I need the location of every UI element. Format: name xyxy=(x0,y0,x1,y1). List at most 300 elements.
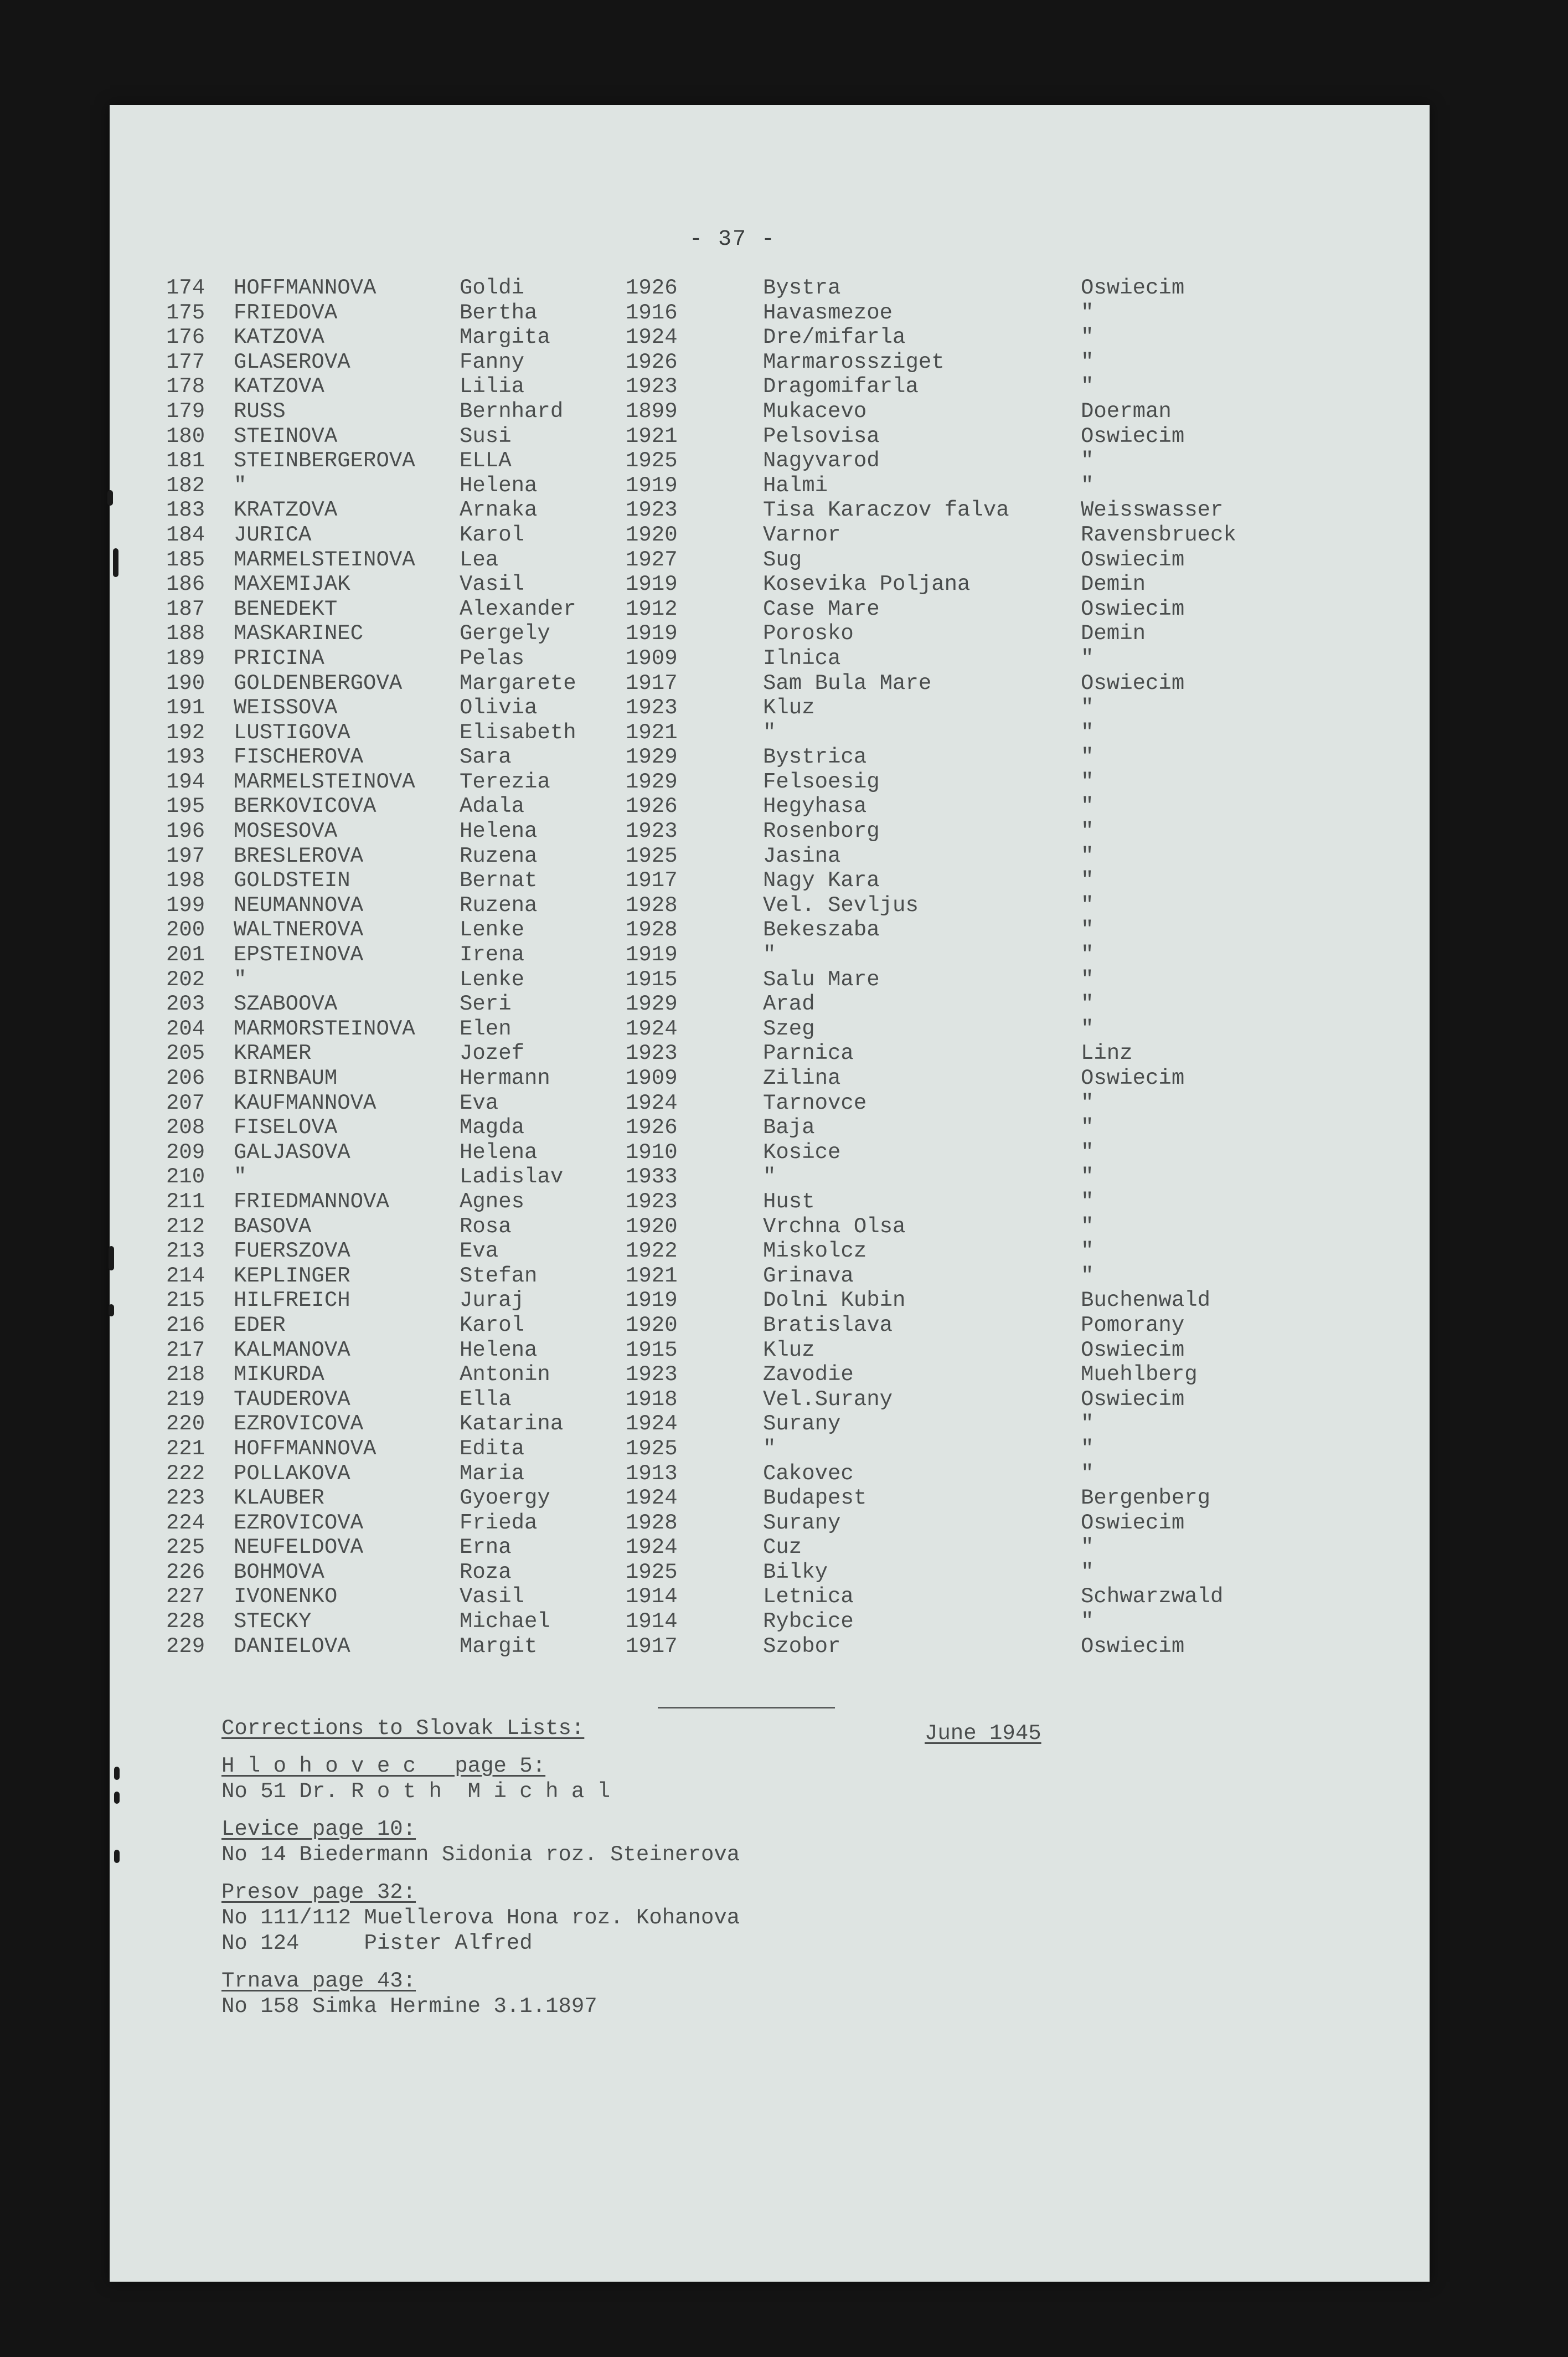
entry-surname: FISELOVA xyxy=(234,1115,338,1140)
entry-surname: BRESLEROVA xyxy=(234,843,364,868)
list-entry-row xyxy=(166,943,1301,967)
entry-destination: " xyxy=(1081,745,1094,770)
correction-line: No 124 Pister Alfred xyxy=(221,1931,533,1955)
entry-surname: WALTNEROVA xyxy=(234,918,364,943)
entry-destination: " xyxy=(1081,1560,1094,1584)
entry-first-name: Maria xyxy=(460,1461,525,1486)
entry-birth-year: 1916 xyxy=(626,300,678,325)
entry-first-name: Agnes xyxy=(460,1189,525,1214)
list-entry-row xyxy=(166,597,1301,622)
entry-number: 227 xyxy=(166,1584,205,1609)
entry-birthplace: Grinava xyxy=(763,1263,854,1288)
entry-destination: " xyxy=(1081,769,1094,794)
entry-destination: Oswiecim xyxy=(1081,424,1185,449)
entry-destination: Oswiecim xyxy=(1081,547,1185,572)
entry-surname: HOFFMANNOVA xyxy=(234,276,376,300)
list-entry-row xyxy=(166,696,1301,721)
entry-surname: KEPLINGER xyxy=(234,1263,350,1288)
entry-first-name: Magda xyxy=(460,1115,525,1140)
entry-number: 209 xyxy=(166,1140,205,1165)
entry-birthplace: Varnor xyxy=(763,522,841,547)
entry-first-name: Susi xyxy=(460,424,512,449)
entry-number: 199 xyxy=(166,893,205,918)
list-entry-row xyxy=(166,770,1301,795)
entry-destination: " xyxy=(1081,300,1094,325)
entry-birth-year: 1927 xyxy=(626,547,678,572)
entry-destination: Oswiecim xyxy=(1081,596,1185,621)
entry-birthplace: Szobor xyxy=(763,1634,841,1659)
entry-surname: SZABOOVA xyxy=(234,992,338,1017)
entry-destination: " xyxy=(1081,646,1094,671)
entry-birthplace: Surany xyxy=(763,1510,841,1535)
entry-birth-year: 1909 xyxy=(626,1066,678,1090)
entry-surname: KAUFMANNOVA xyxy=(234,1090,376,1115)
entry-birth-year: 1929 xyxy=(626,769,678,794)
entry-surname: BENEDEKT xyxy=(234,596,338,621)
entry-birth-year: 1929 xyxy=(626,992,678,1017)
list-entry-row xyxy=(166,745,1301,770)
entry-destination: " xyxy=(1081,918,1094,943)
entry-birthplace: Arad xyxy=(763,992,815,1017)
entry-first-name: Bernhard xyxy=(460,399,564,424)
list-entry-row xyxy=(166,1214,1301,1239)
entry-number: 197 xyxy=(166,843,205,868)
entry-birth-year: 1899 xyxy=(626,399,678,424)
entry-birthplace: Cakovec xyxy=(763,1461,854,1486)
entry-destination: " xyxy=(1081,992,1094,1017)
entry-number: 217 xyxy=(166,1337,205,1362)
entry-destination: Oswiecim xyxy=(1081,276,1185,300)
entry-birthplace: Parnica xyxy=(763,1041,854,1066)
entry-number: 198 xyxy=(166,868,205,893)
entry-birthplace: Rybcice xyxy=(763,1609,854,1634)
entry-birth-year: 1918 xyxy=(626,1387,678,1412)
entry-surname: GOLDSTEIN xyxy=(234,868,350,893)
entry-birthplace: Felsoesig xyxy=(763,769,880,794)
entry-number: 195 xyxy=(166,794,205,819)
entry-birthplace: Hegyhasa xyxy=(763,794,867,819)
entry-number: 208 xyxy=(166,1115,205,1140)
entry-first-name: Edita xyxy=(460,1436,525,1461)
entry-first-name: Irena xyxy=(460,943,525,967)
entry-number: 178 xyxy=(166,374,205,399)
entry-birthplace: Tarnovce xyxy=(763,1090,867,1115)
entry-destination: " xyxy=(1081,943,1094,967)
entry-birth-year: 1925 xyxy=(626,843,678,868)
entry-destination: " xyxy=(1081,1115,1094,1140)
page-number: - 37 - xyxy=(689,227,776,252)
entry-birthplace: Havasmezoe xyxy=(763,300,893,325)
list-entry-row xyxy=(166,967,1301,992)
entry-destination: Oswiecim xyxy=(1081,1387,1185,1412)
entry-number: 190 xyxy=(166,671,205,696)
entry-surname: KLAUBER xyxy=(234,1486,324,1511)
entry-birth-year: 1921 xyxy=(626,1263,678,1288)
entry-number: 207 xyxy=(166,1090,205,1115)
list-entry-row xyxy=(166,1140,1301,1165)
correction-line: No 158 Simka Hermine 3.1.1897 xyxy=(221,1994,597,2019)
entry-first-name: Margit xyxy=(460,1634,538,1659)
entry-first-name: Ella xyxy=(460,1387,512,1412)
punch-hole xyxy=(109,1304,114,1316)
entry-birthplace: Szeg xyxy=(763,1016,815,1041)
entry-destination: " xyxy=(1081,794,1094,819)
entry-birth-year: 1919 xyxy=(626,473,678,498)
entry-number: 221 xyxy=(166,1436,205,1461)
entry-first-name: Helena xyxy=(460,1140,538,1165)
entry-number: 177 xyxy=(166,349,205,374)
entry-destination: " xyxy=(1081,1535,1094,1560)
entry-birthplace: Mukacevo xyxy=(763,399,867,424)
entry-number: 219 xyxy=(166,1387,205,1412)
entry-birthplace: Pelsovisa xyxy=(763,424,880,449)
entry-first-name: Lenke xyxy=(460,967,525,992)
entry-first-name: Eva xyxy=(460,1090,499,1115)
list-entry-row xyxy=(166,1387,1301,1412)
entry-birth-year: 1926 xyxy=(626,349,678,374)
entry-destination: " xyxy=(1081,1214,1094,1239)
entry-birth-year: 1915 xyxy=(626,967,678,992)
entry-surname: IVONENKO xyxy=(234,1584,338,1609)
entry-first-name: Fanny xyxy=(460,349,525,374)
entry-birth-year: 1922 xyxy=(626,1239,678,1264)
entry-birth-year: 1919 xyxy=(626,943,678,967)
entry-number: 180 xyxy=(166,424,205,449)
entry-first-name: Lenke xyxy=(460,918,525,943)
entry-birth-year: 1923 xyxy=(626,819,678,844)
entry-birth-year: 1919 xyxy=(626,1288,678,1313)
entry-birthplace: " xyxy=(763,943,776,967)
entry-number: 203 xyxy=(166,992,205,1017)
list-entry-row xyxy=(166,572,1301,597)
entry-destination: " xyxy=(1081,374,1094,399)
punch-hole xyxy=(113,548,118,577)
list-entry-row xyxy=(166,498,1301,523)
list-entry-row xyxy=(166,844,1301,869)
entry-birthplace: Dragomifarla xyxy=(763,374,919,399)
entry-number: 223 xyxy=(166,1486,205,1511)
entry-destination: " xyxy=(1081,1609,1094,1634)
entry-destination: Schwarzwald xyxy=(1081,1584,1224,1609)
entry-birthplace: Vel.Surany xyxy=(763,1387,893,1412)
entry-birthplace: Sug xyxy=(763,547,802,572)
list-entry-row xyxy=(166,1165,1301,1190)
entry-surname: EZROVICOVA xyxy=(234,1412,364,1437)
entry-number: 222 xyxy=(166,1461,205,1486)
entry-destination: Oswiecim xyxy=(1081,1066,1185,1090)
entry-first-name: Roza xyxy=(460,1560,512,1584)
entry-number: 218 xyxy=(166,1362,205,1387)
entry-destination: " xyxy=(1081,1436,1094,1461)
list-entry-row xyxy=(166,1362,1301,1387)
entry-number: 214 xyxy=(166,1263,205,1288)
list-entry-row xyxy=(166,1634,1301,1659)
entry-surname: EZROVICOVA xyxy=(234,1510,364,1535)
entry-surname: GOLDENBERGOVA xyxy=(234,671,403,696)
entry-birth-year: 1925 xyxy=(626,1560,678,1584)
entry-birth-year: 1923 xyxy=(626,696,678,721)
entry-number: 226 xyxy=(166,1560,205,1584)
entry-birthplace: Bystra xyxy=(763,276,841,300)
entry-first-name: Elen xyxy=(460,1016,512,1041)
entry-first-name: Juraj xyxy=(460,1288,525,1313)
entry-birth-year: 1915 xyxy=(626,1337,678,1362)
entry-surname: KRAMER xyxy=(234,1041,312,1066)
entry-birth-year: 1924 xyxy=(626,1412,678,1437)
entry-destination: " xyxy=(1081,843,1094,868)
entry-surname: BASOVA xyxy=(234,1214,312,1239)
entry-number: 191 xyxy=(166,696,205,721)
entry-destination: " xyxy=(1081,1140,1094,1165)
entry-first-name: Helena xyxy=(460,473,538,498)
list-entry-row xyxy=(166,548,1301,573)
correction-line: No 51 Dr. R o t h M i c h a l xyxy=(221,1779,611,1804)
list-entry-row xyxy=(166,621,1301,646)
entry-birthplace: Nagy Kara xyxy=(763,868,880,893)
entry-number: 205 xyxy=(166,1041,205,1066)
entry-surname: NEUMANNOVA xyxy=(234,893,364,918)
entry-birth-year: 1923 xyxy=(626,1041,678,1066)
list-entry-row xyxy=(166,1313,1301,1338)
entry-number: 210 xyxy=(166,1165,205,1190)
entry-birth-year: 1921 xyxy=(626,424,678,449)
list-entry-row xyxy=(166,350,1301,375)
entry-destination: Oswiecim xyxy=(1081,671,1185,696)
entry-first-name: Hermann xyxy=(460,1066,550,1090)
entry-number: 196 xyxy=(166,819,205,844)
entry-surname: KATZOVA xyxy=(234,374,324,399)
entry-surname: PRICINA xyxy=(234,646,324,671)
entry-surname: FUERSZOVA xyxy=(234,1239,350,1264)
entry-number: 220 xyxy=(166,1412,205,1437)
entry-birth-year: 1917 xyxy=(626,1634,678,1659)
entry-number: 200 xyxy=(166,918,205,943)
entry-birth-year: 1909 xyxy=(626,646,678,671)
correction-line: No 111/112 Muellerova Hona roz. Kohanova xyxy=(221,1906,740,1930)
entry-birth-year: 1926 xyxy=(626,1115,678,1140)
entry-birth-year: 1923 xyxy=(626,1189,678,1214)
entry-birthplace: Dre/mifarla xyxy=(763,325,906,350)
list-entry-row xyxy=(166,992,1301,1017)
entry-birthplace: Zilina xyxy=(763,1066,841,1090)
entry-birthplace: Jasina xyxy=(763,843,841,868)
entry-number: 206 xyxy=(166,1066,205,1090)
entry-surname: STEINBERGEROVA xyxy=(234,449,415,474)
entry-birth-year: 1923 xyxy=(626,374,678,399)
list-entry-row xyxy=(166,1535,1301,1560)
entry-destination: " xyxy=(1081,1412,1094,1437)
entry-number: 175 xyxy=(166,300,205,325)
entry-destination: " xyxy=(1081,1461,1094,1486)
entry-surname: KRATZOVA xyxy=(234,498,338,523)
entry-birthplace: Porosko xyxy=(763,621,854,646)
entry-surname: STEINOVA xyxy=(234,424,338,449)
entry-birth-year: 1929 xyxy=(626,745,678,770)
entry-surname: GALJASOVA xyxy=(234,1140,350,1165)
entry-surname: KATZOVA xyxy=(234,325,324,350)
list-entry-row xyxy=(166,893,1301,918)
list-entry-row xyxy=(166,399,1301,424)
entry-number: 174 xyxy=(166,276,205,300)
entry-number: 216 xyxy=(166,1313,205,1337)
entry-first-name: Jozef xyxy=(460,1041,525,1066)
entry-first-name: Margita xyxy=(460,325,550,350)
entry-surname: TAUDEROVA xyxy=(234,1387,350,1412)
list-entry-row xyxy=(166,1486,1301,1511)
entry-first-name: Ruzena xyxy=(460,893,538,918)
entry-destination: Oswiecim xyxy=(1081,1337,1185,1362)
entry-surname: " xyxy=(234,967,247,992)
entry-birthplace: Case Mare xyxy=(763,596,880,621)
entry-surname: MARMORSTEINOVA xyxy=(234,1016,415,1041)
entry-first-name: Katarina xyxy=(460,1412,564,1437)
list-entry-row xyxy=(166,1288,1301,1313)
entry-first-name: Seri xyxy=(460,992,512,1017)
entry-surname: " xyxy=(234,1165,247,1190)
list-entry-row xyxy=(166,374,1301,399)
list-entry-row xyxy=(166,1041,1301,1066)
entry-first-name: Margarete xyxy=(460,671,576,696)
entry-first-name: Vasil xyxy=(460,1584,525,1609)
entry-number: 192 xyxy=(166,720,205,745)
list-entry-row xyxy=(166,868,1301,893)
entry-destination: Linz xyxy=(1081,1041,1133,1066)
list-entry-row xyxy=(166,819,1301,844)
entry-number: 188 xyxy=(166,621,205,646)
list-entry-row xyxy=(166,918,1301,943)
entry-birthplace: Kosice xyxy=(763,1140,841,1165)
entry-number: 194 xyxy=(166,769,205,794)
entry-destination: Weisswasser xyxy=(1081,498,1224,523)
list-entry-row xyxy=(166,1584,1301,1609)
list-entry-row xyxy=(166,276,1301,301)
entry-destination: Pomorany xyxy=(1081,1313,1185,1337)
list-entry-row xyxy=(166,671,1301,696)
entry-first-name: Adala xyxy=(460,794,525,819)
entry-birthplace: Bekeszaba xyxy=(763,918,880,943)
entry-surname: BIRNBAUM xyxy=(234,1066,338,1090)
entry-number: 204 xyxy=(166,1016,205,1041)
entry-surname: MIKURDA xyxy=(234,1362,324,1387)
entry-first-name: Gyoergy xyxy=(460,1486,550,1511)
list-entry-row xyxy=(166,1338,1301,1363)
entry-destination: Oswiecim xyxy=(1081,1510,1185,1535)
entry-surname: BOHMOVA xyxy=(234,1560,324,1584)
entry-surname: WEISSOVA xyxy=(234,696,338,721)
entry-birthplace: " xyxy=(763,720,776,745)
entry-first-name: Goldi xyxy=(460,276,525,300)
entry-surname: JURICA xyxy=(234,522,312,547)
entry-number: 179 xyxy=(166,399,205,424)
entry-number: 186 xyxy=(166,572,205,597)
entry-surname: RUSS xyxy=(234,399,286,424)
entry-first-name: Helena xyxy=(460,1337,538,1362)
entry-birth-year: 1923 xyxy=(626,1362,678,1387)
entry-number: 182 xyxy=(166,473,205,498)
entry-surname: MAXEMIJAK xyxy=(234,572,350,597)
entry-birth-year: 1917 xyxy=(626,671,678,696)
entry-birthplace: Sam Bula Mare xyxy=(763,671,932,696)
list-entry-row xyxy=(166,1091,1301,1116)
list-entry-row xyxy=(166,1412,1301,1437)
entry-birthplace: Rosenborg xyxy=(763,819,880,844)
entry-birth-year: 1923 xyxy=(626,498,678,523)
entry-birthplace: Hust xyxy=(763,1189,815,1214)
entry-first-name: Michael xyxy=(460,1609,550,1634)
entry-first-name: Erna xyxy=(460,1535,512,1560)
entry-first-name: Rosa xyxy=(460,1214,512,1239)
entry-birthplace: Kluz xyxy=(763,1337,815,1362)
entry-surname: NEUFELDOVA xyxy=(234,1535,364,1560)
entry-first-name: Karol xyxy=(460,522,525,547)
entry-birth-year: 1928 xyxy=(626,918,678,943)
entry-number: 193 xyxy=(166,745,205,770)
entry-birthplace: Ilnica xyxy=(763,646,841,671)
entry-destination: " xyxy=(1081,893,1094,918)
entry-birth-year: 1926 xyxy=(626,794,678,819)
list-entry-row xyxy=(166,301,1301,326)
entry-destination: Buchenwald xyxy=(1081,1288,1211,1313)
list-entry-row xyxy=(166,794,1301,819)
entry-birth-year: 1928 xyxy=(626,893,678,918)
entry-destination: " xyxy=(1081,1239,1094,1264)
entry-surname: LUSTIGOVA xyxy=(234,720,350,745)
entry-first-name: Bertha xyxy=(460,300,538,325)
entry-number: 211 xyxy=(166,1189,205,1214)
entry-birthplace: Kosevika Poljana xyxy=(763,572,971,597)
correction-section-title: Trnava page 43: xyxy=(221,1969,416,1993)
entry-first-name: Lea xyxy=(460,547,499,572)
entry-destination: " xyxy=(1081,1090,1094,1115)
entry-birthplace: Bilky xyxy=(763,1560,828,1584)
entry-destination: " xyxy=(1081,720,1094,745)
entry-first-name: Bernat xyxy=(460,868,538,893)
entry-birthplace: Salu Mare xyxy=(763,967,880,992)
entry-number: 202 xyxy=(166,967,205,992)
entry-birthplace: Vel. Sevljus xyxy=(763,893,919,918)
entry-number: 225 xyxy=(166,1535,205,1560)
entry-first-name: Ruzena xyxy=(460,843,538,868)
entry-first-name: Frieda xyxy=(460,1510,538,1535)
correction-section-title: Presov page 32: xyxy=(221,1880,416,1905)
list-entry-row xyxy=(166,325,1301,350)
entry-surname: EDER xyxy=(234,1313,286,1337)
entry-destination: " xyxy=(1081,473,1094,498)
entry-number: 183 xyxy=(166,498,205,523)
entry-birthplace: Kluz xyxy=(763,696,815,721)
entry-destination: " xyxy=(1081,967,1094,992)
entry-number: 201 xyxy=(166,943,205,967)
list-entry-row xyxy=(166,449,1301,474)
entry-birth-year: 1924 xyxy=(626,325,678,350)
entry-number: 181 xyxy=(166,449,205,474)
entry-number: 229 xyxy=(166,1634,205,1659)
entry-destination: Doerman xyxy=(1081,399,1172,424)
list-entry-row xyxy=(166,1239,1301,1264)
punch-hole xyxy=(114,1767,120,1780)
entry-birth-year: 1928 xyxy=(626,1510,678,1535)
entry-first-name: Alexander xyxy=(460,596,576,621)
entry-destination: " xyxy=(1081,349,1094,374)
entry-destination: Ravensbrueck xyxy=(1081,522,1236,547)
entry-birthplace: Budapest xyxy=(763,1486,867,1511)
entry-destination: " xyxy=(1081,819,1094,844)
entry-birth-year: 1925 xyxy=(626,449,678,474)
entry-surname: STECKY xyxy=(234,1609,312,1634)
entry-first-name: Pelas xyxy=(460,646,525,671)
entry-birthplace: Bystrica xyxy=(763,745,867,770)
entry-destination: " xyxy=(1081,1165,1094,1190)
